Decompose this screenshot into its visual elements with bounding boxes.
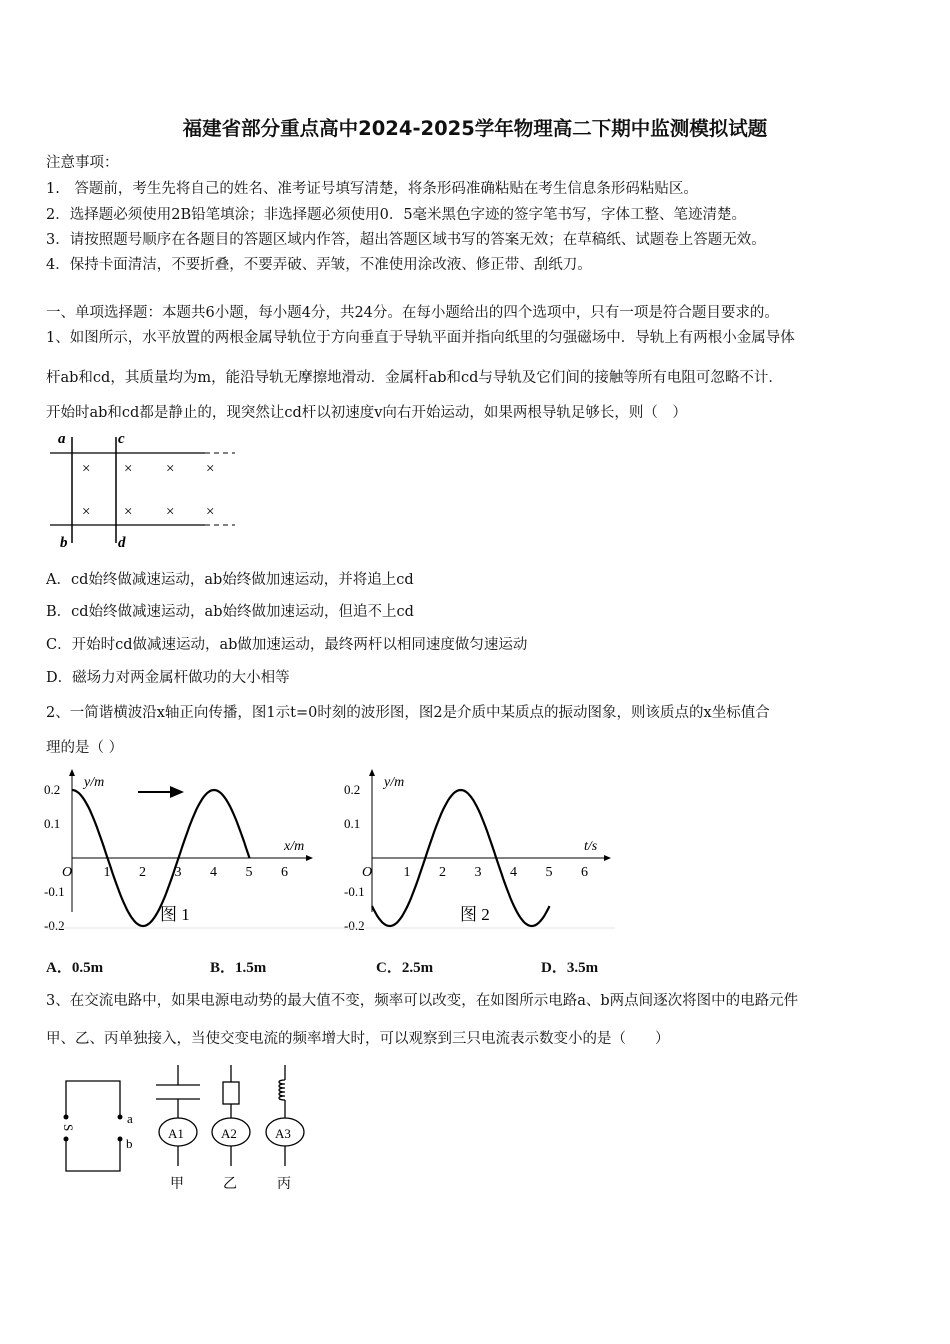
notice-item: 1. 答题前，考生先将自己的姓名、准考证号填写清楚，将条形码准确粘贴在考生信息条形码粘贴区。 xyxy=(46,181,698,197)
option-b: B．cd始终做减速运动，ab始终做加速运动，但追不上cd xyxy=(46,604,414,620)
ac-circuit-figure xyxy=(40,1050,340,1200)
option-d: D．磁场力对两金属杆做功的大小相等 xyxy=(46,670,290,686)
option-d: D．3.5m xyxy=(541,960,599,976)
svg-text:丙: 丙 xyxy=(277,1177,291,1192)
page-title: 福建省部分重点高中2024-2025学年物理高二下期中监测模拟试题 xyxy=(182,117,768,140)
question-text: 开始时ab和cd都是静止的，现突然让cd杆以初速度v向右开始运动，如果两根导轨足够长，则（ ） xyxy=(46,405,687,421)
svg-text:A3: A3 xyxy=(275,1126,291,1141)
x-tick-label: 6 xyxy=(581,865,588,880)
svg-text:乙: 乙 xyxy=(223,1177,237,1192)
option-c: C．开始时cd做减速运动，ab做加速运动，最终两杆以相同速度做匀速运动 xyxy=(46,637,528,653)
section-heading: 一、单项选择题：本题共6小题，每小题4分，共24分。在每小题给出的四个选项中，只有一项是符合题目要求的。 xyxy=(46,305,779,321)
y-tick-label: 0.1 xyxy=(344,816,361,831)
option-c: C．2.5m xyxy=(376,960,434,976)
rails-magnetic-field-figure xyxy=(40,425,240,555)
svg-text:×: × xyxy=(124,461,133,477)
svg-text:a: a xyxy=(58,431,66,447)
svg-text:c: c xyxy=(118,431,125,447)
x-tick-label: 5 xyxy=(545,865,553,880)
y-tick-label: -0.2 xyxy=(44,918,65,930)
svg-text:S: S xyxy=(61,1124,76,1132)
x-tick-label: 2 xyxy=(139,865,146,880)
figure-2-vibration xyxy=(344,770,610,930)
svg-text:×: × xyxy=(206,504,215,520)
svg-text:×: × xyxy=(124,504,133,520)
x-tick-label: 2 xyxy=(439,865,446,880)
x-tick-label: 6 xyxy=(281,865,288,880)
question-text: 理的是（ ） xyxy=(46,740,124,756)
wave-figures xyxy=(40,762,620,930)
question-text: 杆ab和cd，其质量均为m，能沿导轨无摩擦地滑动．金属杆ab和cd与导轨及它们间的接触等所有电阻可忽略不计． xyxy=(46,370,783,386)
svg-text:图 1: 图 1 xyxy=(160,905,190,924)
svg-text:b: b xyxy=(126,1136,133,1151)
notice-item: 2．选择题必须使用2B铅笔填涂；非选择题必须使用0．5毫米黑色字迹的签字笔书写，字体工整、笔迹清楚。 xyxy=(46,207,747,223)
svg-text:×: × xyxy=(82,504,91,520)
svg-text:×: × xyxy=(166,461,175,477)
svg-text:y/m: y/m xyxy=(84,775,105,790)
x-tick-label: 1 xyxy=(403,865,411,880)
y-tick-label: -0.2 xyxy=(344,918,365,930)
notice-heading: 注意事项： xyxy=(46,155,119,171)
svg-text:y/m: y/m xyxy=(384,775,405,790)
option-b: B．1.5m xyxy=(210,960,267,976)
question-text: 3、在交流电路中，如果电源电动势的最大值不变，频率可以改变，在如图所示电路a、b两点间逐次将图中的电路元件 xyxy=(46,993,799,1009)
svg-text:d: d xyxy=(118,535,126,551)
notice-item: 3．请按照题号顺序在各题目的答题区域内作答，超出答题区域书写的答案无效；在草稿纸、试题卷上答题无效。 xyxy=(46,232,766,248)
y-tick-label: -0.1 xyxy=(344,884,365,899)
svg-text:×: × xyxy=(82,461,91,477)
svg-text:t/s: t/s xyxy=(584,839,598,854)
origin-label: O xyxy=(362,865,373,880)
svg-text:×: × xyxy=(166,504,175,520)
x-tick-label: 5 xyxy=(245,865,253,880)
svg-text:a: a xyxy=(127,1111,133,1126)
option-a: A．0.5m xyxy=(46,960,104,976)
svg-text:图 2: 图 2 xyxy=(460,905,490,924)
svg-text:A1: A1 xyxy=(168,1126,184,1141)
option-a: A．cd始终做减速运动，ab始终做加速运动，并将追上cd xyxy=(46,572,414,588)
figure-1-waveform xyxy=(44,770,312,930)
svg-text:b: b xyxy=(60,535,68,551)
y-tick-label: 0.2 xyxy=(44,782,61,797)
svg-text:A2: A2 xyxy=(221,1126,237,1141)
svg-text:×: × xyxy=(206,461,215,477)
y-tick-label: -0.1 xyxy=(44,884,65,899)
y-tick-label: 0.1 xyxy=(44,816,61,831)
x-tick-label: 3 xyxy=(474,865,482,880)
y-tick-label: 0.2 xyxy=(344,782,361,797)
x-tick-label: 3 xyxy=(174,865,182,880)
x-tick-label: 1 xyxy=(103,865,111,880)
field-crosses xyxy=(82,461,214,520)
svg-text:甲: 甲 xyxy=(170,1177,184,1192)
origin-label: O xyxy=(62,865,73,880)
x-tick-label: 4 xyxy=(210,865,217,880)
question-text: 1、如图所示，水平放置的两根金属导轨位于方向垂直于导轨平面并指向纸里的匀强磁场中．导轨上有两根小金属导体 xyxy=(46,330,795,346)
svg-text:x/m: x/m xyxy=(284,839,305,854)
question-text: 甲、乙、丙单独接入，当使交变电流的频率增大时，可以观察到三只电流表示数变小的是（ ） xyxy=(46,1031,670,1047)
x-tick-label: 4 xyxy=(510,865,517,880)
notice-item: 4．保持卡面清洁，不要折叠，不要弄破、弄皱，不准使用涂改液、修正带、刮纸刀。 xyxy=(46,257,592,273)
question-text: 2、一简谐横波沿x轴正向传播，图1示t=0时刻的波形图，图2是介质中某质点的振动图象，则该质点的x坐标值合 xyxy=(46,705,770,721)
